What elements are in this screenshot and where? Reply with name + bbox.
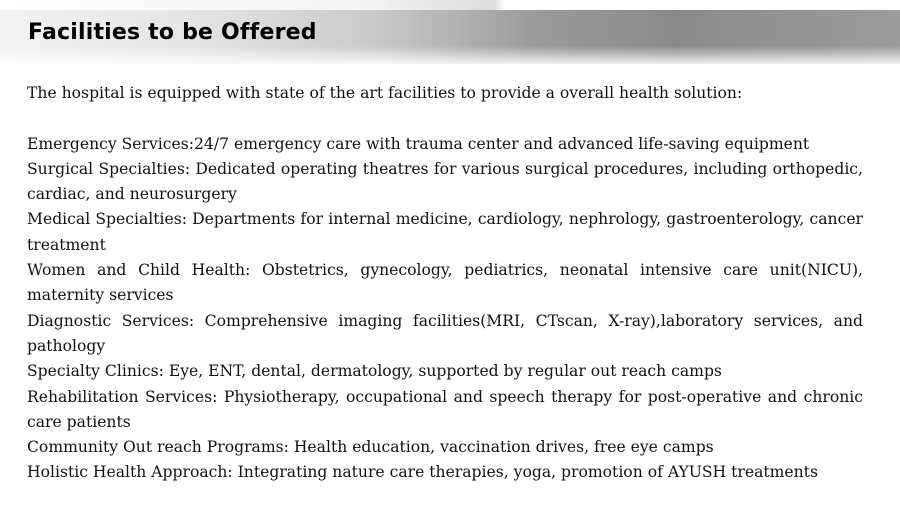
facility-item-specialty-clinics: Specialty Clinics: Eye, ENT, dental, dermatology, supported by regular out reach camps: [27, 362, 722, 381]
facility-item-rehabilitation: Rehabilitation Services: Physiotherapy, occupational and speech therapy for post-operative and chronic care patients: [27, 387, 863, 431]
slide-body: [27, 81, 863, 486]
intro-text: The hospital is equipped with state of the art facilities to provide a overall health solution:: [27, 84, 743, 102]
facility-item-surgical: Surgical Specialties: Dedicated operating theatres for various surgical procedures, including orthopedic, cardiac, and neurosurgery: [27, 159, 863, 204]
top-decorative-strip: [0, 0, 900, 10]
facility-item-community-outreach: Community Out reach Programs: Health education, vaccination drives, free eye camps: [27, 438, 714, 457]
slide-title: Facilities to be Offered: [28, 20, 317, 45]
facility-item-women-child: Women and Child Health: Obstetrics, gynecology, pediatrics, neonatal intensive care unit(NICU), maternity services: [27, 261, 863, 305]
facility-item-holistic-health: Holistic Health Approach: Integrating nature care therapies, yoga, promotion of AYUSH treatments: [27, 463, 818, 482]
facility-item-emergency: Emergency Services:24/7 emergency care with trauma center and advanced life-saving equipment: [27, 134, 810, 153]
facility-item-medical: Medical Specialties: Departments for internal medicine, cardiology, nephrology, gastroenterology, cancer treatment: [27, 210, 863, 254]
facility-item-diagnostic: Diagnostic Services: Comprehensive imaging facilities(MRI, CTscan, X-ray),laboratory services, and pathology: [27, 311, 863, 355]
